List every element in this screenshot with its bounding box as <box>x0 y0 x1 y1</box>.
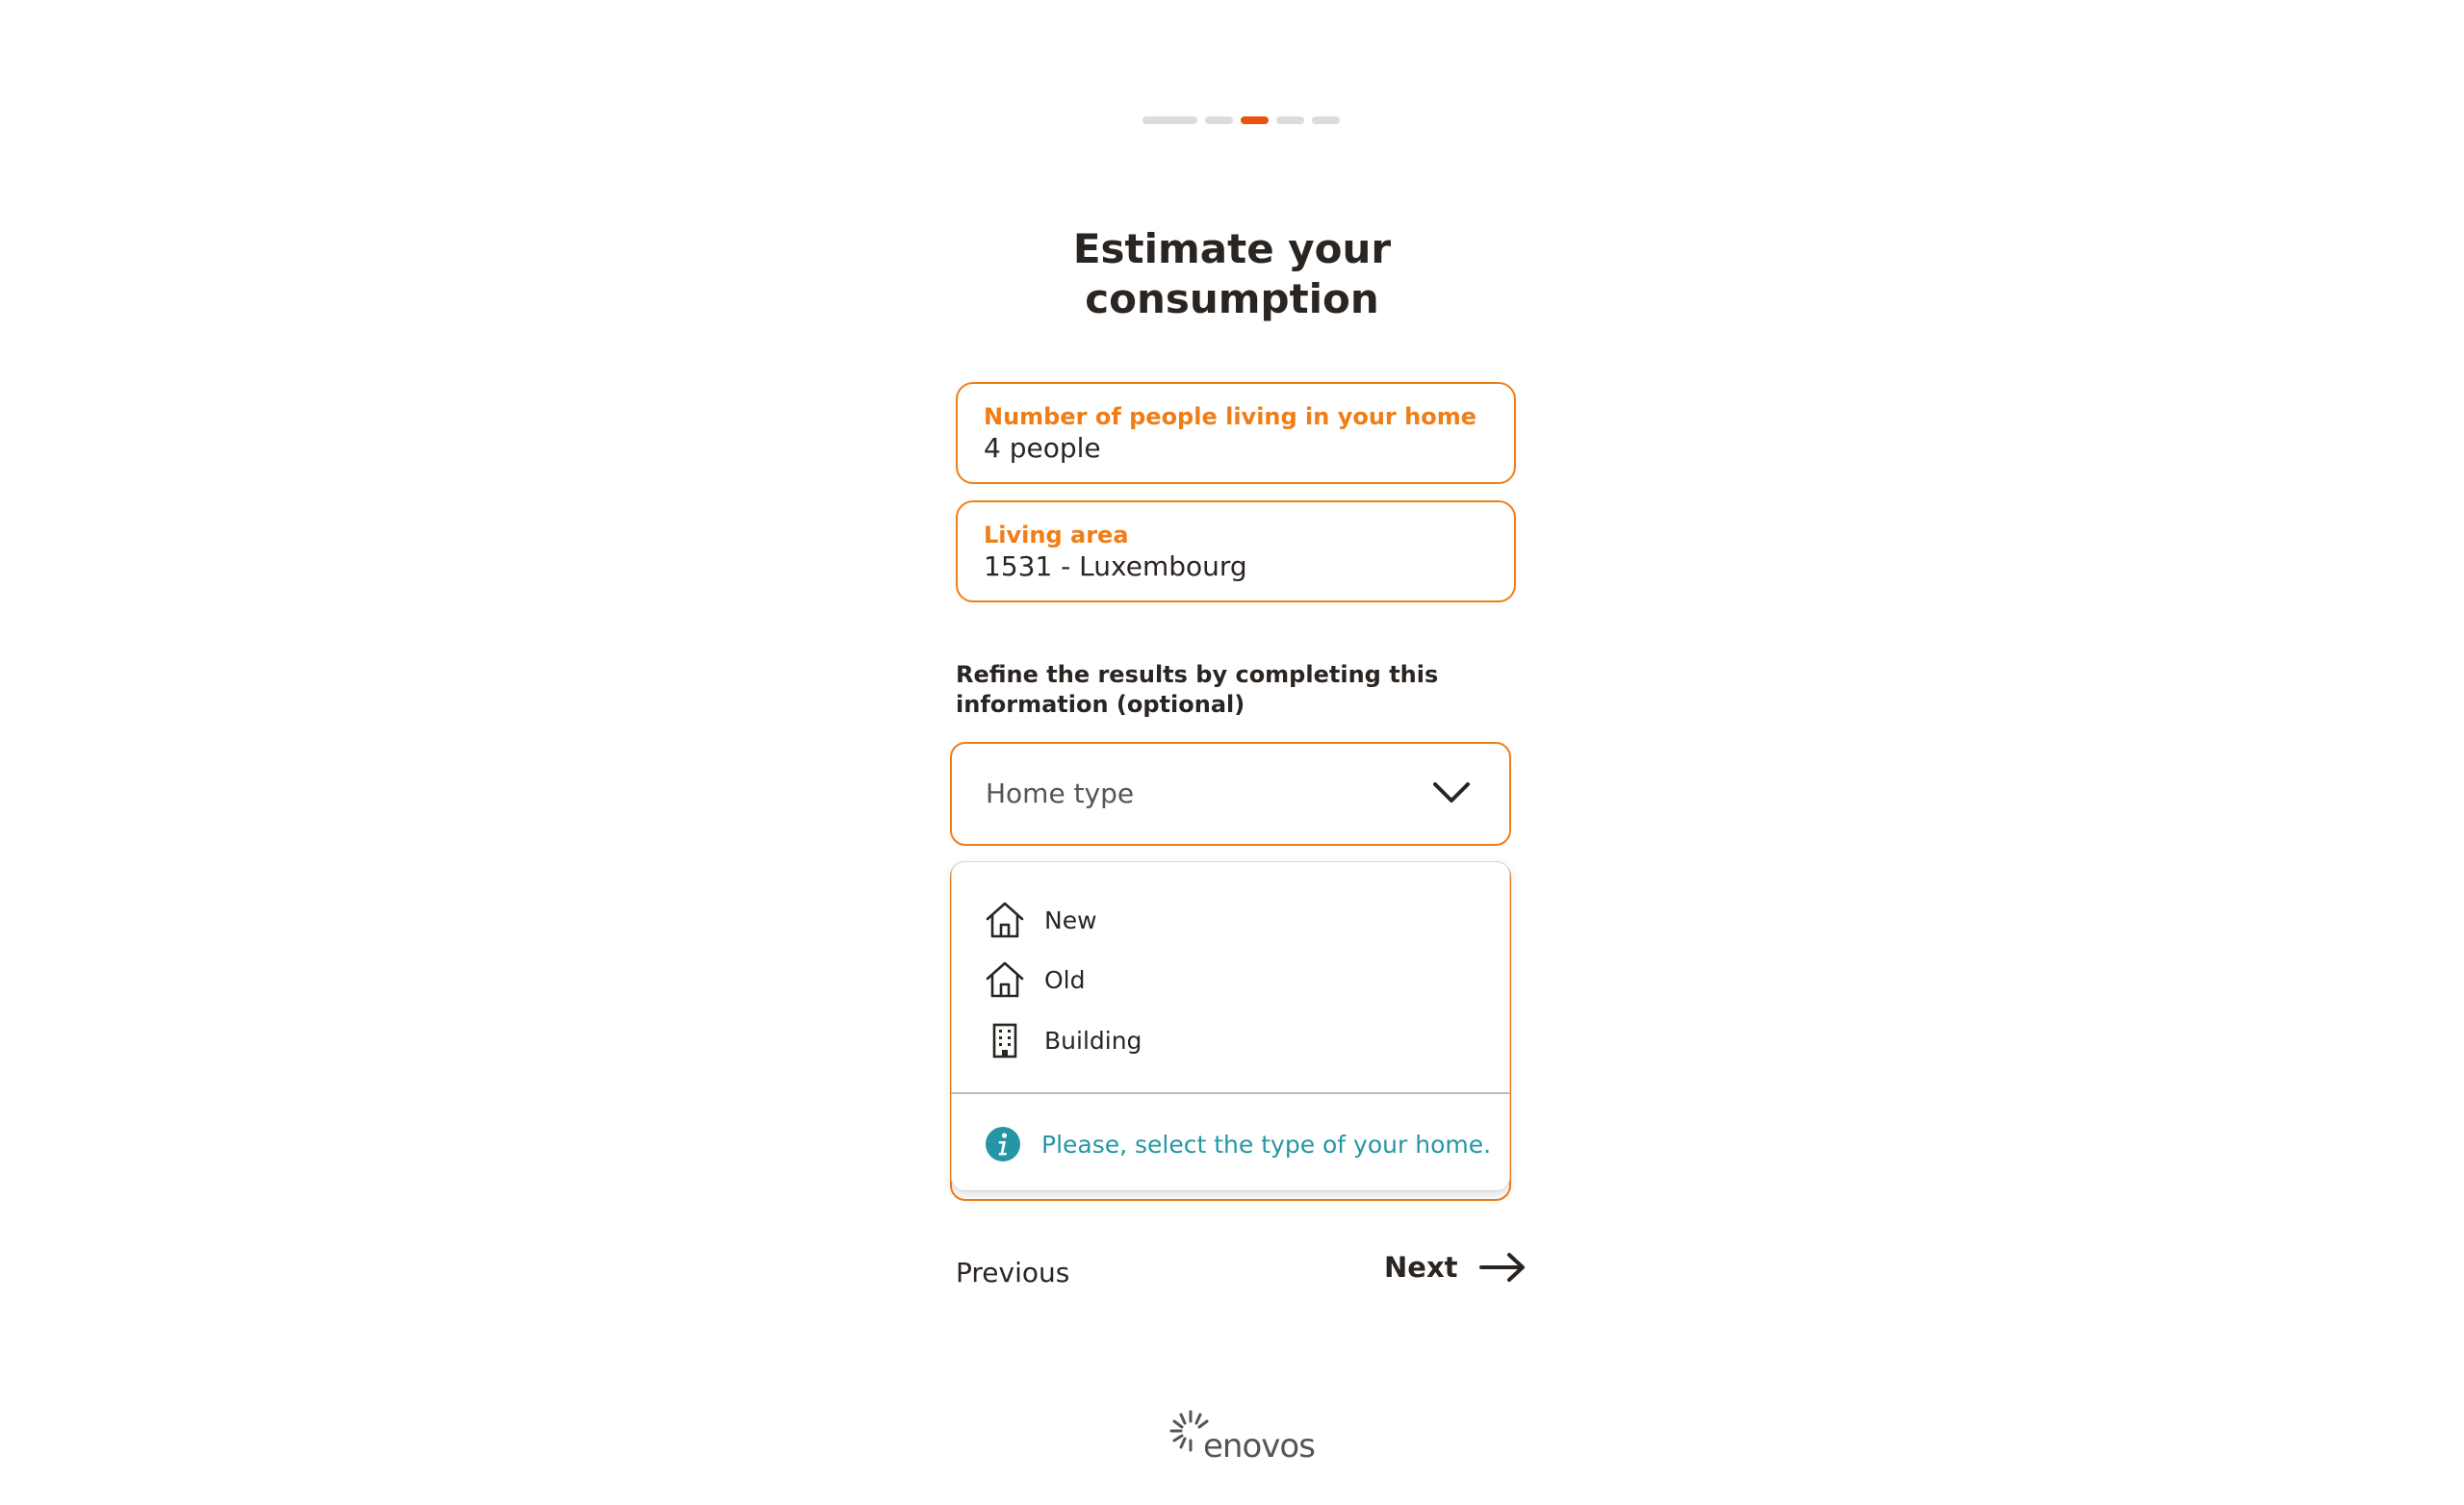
option-label: Old <box>1044 965 1086 994</box>
option-label: New <box>1044 906 1097 934</box>
step-indicator-3-active <box>1241 116 1269 124</box>
page-title-line-2: consumption <box>1085 275 1379 322</box>
next-button[interactable] <box>1384 1251 1526 1284</box>
house-icon <box>985 900 1025 940</box>
people-count-field[interactable] <box>956 382 1516 484</box>
step-indicator-5 <box>1312 116 1340 124</box>
page-title <box>0 224 2464 324</box>
building-icon <box>985 1020 1025 1060</box>
living-area-value: 1531 - Luxembourg <box>984 550 1247 582</box>
help-message: Please, select the type of your home. <box>1041 1130 1492 1159</box>
previous-button[interactable]: Previous <box>956 1257 1070 1288</box>
house-icon <box>985 959 1025 1000</box>
home-type-option-building[interactable] <box>985 1019 1142 1061</box>
people-count-value: 4 people <box>984 432 1101 464</box>
step-indicator-4 <box>1276 116 1304 124</box>
home-type-select[interactable] <box>950 742 1511 846</box>
living-area-field[interactable] <box>956 500 1516 602</box>
progress-stepper <box>1142 116 1340 124</box>
home-type-help <box>985 1126 1491 1162</box>
page-title-line-1: Estimate your <box>1072 225 1392 272</box>
brand-wordmark: enovos <box>1203 1427 1315 1466</box>
refine-results-heading: Refine the results by completing this information (optional) <box>956 661 1439 718</box>
enovos-logo <box>1168 1408 1315 1469</box>
home-type-option-new[interactable] <box>985 899 1097 941</box>
home-type-placeholder: Home type <box>986 778 1135 809</box>
dropdown-divider <box>951 1092 1510 1094</box>
step-indicator-1 <box>1142 116 1197 124</box>
next-button-label: Next <box>1384 1251 1458 1284</box>
living-area-label: Living area <box>984 522 1129 548</box>
chevron-down-icon <box>1432 780 1471 805</box>
option-label: Building <box>1044 1026 1142 1055</box>
home-type-option-old[interactable] <box>985 958 1086 1001</box>
people-count-label: Number of people living in your home <box>984 403 1476 430</box>
arrow-right-icon <box>1479 1252 1526 1283</box>
info-icon <box>985 1126 1021 1162</box>
step-indicator-2 <box>1205 116 1233 124</box>
